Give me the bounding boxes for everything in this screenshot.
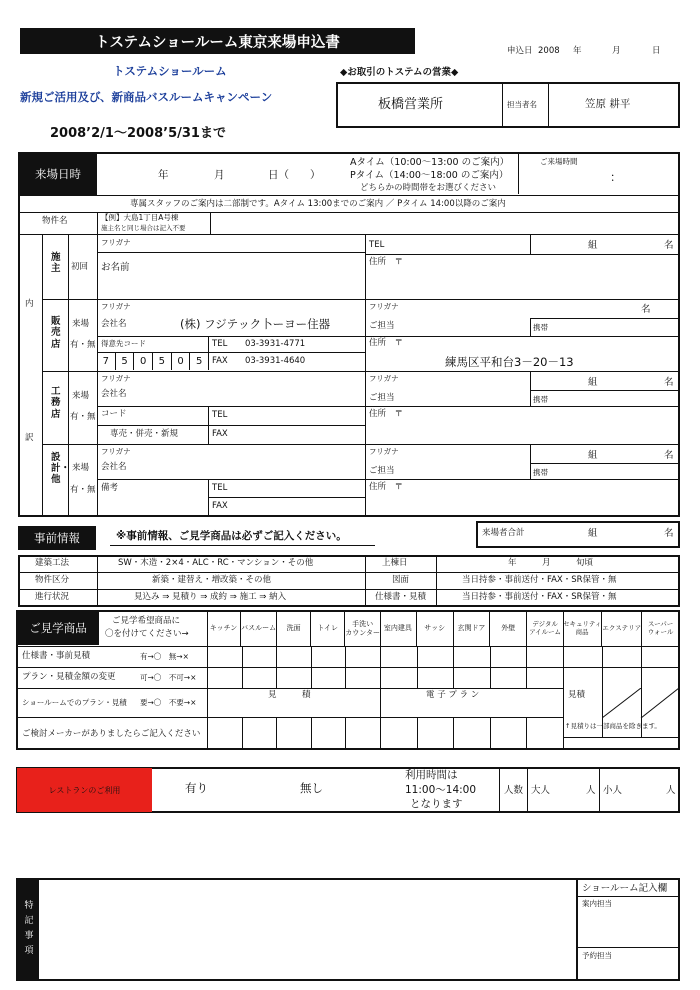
product-col-hand-wash: 手洗い カウンター bbox=[345, 620, 381, 637]
product-headers-group1 bbox=[207, 611, 380, 646]
contractor-mobile: 携帯 bbox=[533, 395, 548, 404]
contractor-contact-furigana: フリガナ bbox=[369, 374, 399, 383]
owner-furigana: フリガナ bbox=[101, 238, 131, 247]
advance-row-value: 見込み ⇒ 見積り ⇒ 成約 ⇒ 施工 ⇒ 納入 bbox=[134, 592, 287, 602]
restaurant-adult-unit: 人 bbox=[586, 785, 596, 796]
contractor-tel-label: TEL bbox=[212, 410, 228, 420]
guide-label: 案内担当 bbox=[582, 899, 612, 908]
p-time: Pタイム（14:00～18:00 のご案内） bbox=[350, 170, 509, 181]
designer-visit: 来場 bbox=[72, 463, 90, 473]
visitors-kumi: 組 bbox=[588, 528, 598, 539]
designer-furigana: フリガナ bbox=[101, 447, 131, 456]
products-row-label: プラン・見積金額の変更 bbox=[22, 672, 116, 682]
advance-row-value2: 当日持参・事前送付・FAX・SR保管・無 bbox=[462, 592, 617, 602]
visit-month: 月 bbox=[214, 169, 225, 181]
advance-note: ※事前情報、ご見学商品は必ずご記入ください。 bbox=[116, 530, 347, 542]
contractor-fax-label: FAX bbox=[212, 429, 228, 439]
notes-box bbox=[16, 878, 680, 981]
contractor-contact-label: ご担当 bbox=[369, 393, 395, 403]
form-title: トステムショールーム東京来場申込書 bbox=[20, 28, 415, 54]
advance-label: 事前情報 bbox=[18, 526, 96, 550]
products-estimate-label2: 見積 bbox=[568, 690, 586, 700]
owner-tel: TEL bbox=[369, 240, 385, 250]
contractor-kumi: 組 bbox=[588, 377, 598, 388]
diagonal-line bbox=[641, 688, 679, 718]
code-digit: 0 bbox=[134, 353, 153, 370]
advance-row-label2: 上棟日 bbox=[382, 558, 408, 568]
dealer-fax-label: FAX bbox=[212, 356, 228, 366]
designer-kumi: 組 bbox=[588, 450, 598, 461]
dealer-address: 練馬区平和台3－20－13 bbox=[445, 355, 574, 369]
advance-row-label: 進行状況 bbox=[35, 592, 70, 602]
products-row-label: ショールームでのプラン・見積 bbox=[22, 698, 127, 707]
application-year: 2008 bbox=[538, 46, 560, 56]
owner-first: 初回 bbox=[71, 262, 89, 272]
dealer-company-label: 会社名 bbox=[101, 319, 127, 329]
product-col-super-wall: スーパー ウォール bbox=[647, 619, 674, 636]
code-digit: 0 bbox=[172, 353, 191, 370]
designer-address-label: 住所 〒 bbox=[369, 482, 404, 492]
designer-fax-label: FAX bbox=[212, 501, 228, 511]
dealer-label: 販売店 bbox=[51, 316, 61, 350]
breakdown-label-top: 内 bbox=[25, 299, 34, 309]
contractor-visit: 来場 bbox=[72, 391, 90, 401]
code-digit: 5 bbox=[153, 353, 172, 370]
contractor-company-label: 会社名 bbox=[101, 389, 127, 399]
application-date-label: 申込日 bbox=[507, 46, 533, 56]
diagonal-line bbox=[602, 688, 641, 718]
products-row-label: 仕様書・事前見積 bbox=[22, 651, 91, 661]
dealer-visit: 来場 bbox=[72, 319, 90, 329]
visit-day: 日（ ） bbox=[268, 169, 321, 181]
dealer-fax: 03-3931-4640 bbox=[245, 356, 306, 366]
restaurant-hours: 11:00～14:00 bbox=[405, 784, 477, 796]
product-col-kitchen: キッチン bbox=[207, 611, 241, 646]
designer-yes-no: 有・無 bbox=[70, 485, 96, 495]
designer-label: 設計・他 bbox=[51, 452, 71, 485]
reservation-label: 予約担当 bbox=[582, 951, 612, 960]
products-row-value: 可→〇 不可→× bbox=[140, 673, 197, 682]
breakdown-label-bottom: 訳 bbox=[25, 433, 34, 443]
restaurant-no: 無し bbox=[300, 781, 323, 795]
product-col-entrance-door: 玄関ドア bbox=[454, 611, 491, 646]
code-digit: 7 bbox=[97, 353, 116, 370]
visit-label: 来場日時 bbox=[19, 153, 97, 195]
products-estimate-note: ↑見積りは一部商品を除きます。 bbox=[565, 722, 661, 730]
visitors-mei: 名 bbox=[664, 528, 674, 539]
advance-row-value: SW・木造・2×4・ALC・RC・マンション・その他 bbox=[118, 558, 314, 568]
contractor-mei: 名 bbox=[664, 377, 674, 388]
dealer-furigana: フリガナ bbox=[101, 302, 131, 311]
dealer-tel-label: TEL bbox=[212, 339, 228, 349]
advance-row-label2: 仕様書・見積 bbox=[375, 592, 427, 602]
person-label: 担当者名 bbox=[507, 100, 537, 109]
restaurant-hours-suffix: となります bbox=[410, 798, 463, 810]
campaign-period: 2008’2/1～2008’5/31まで bbox=[50, 126, 226, 141]
arrival-label: ご来場時間 bbox=[540, 157, 578, 166]
designer-contact-furigana: フリガナ bbox=[369, 447, 399, 456]
property-example: 【例】大島1丁目A号棟 bbox=[101, 213, 179, 222]
visit-year: 年 bbox=[158, 169, 169, 181]
month-unit: 月 bbox=[612, 46, 621, 56]
notes-label: 特記事項 bbox=[22, 899, 33, 960]
dealer-tel: 03-3931-4771 bbox=[245, 339, 306, 349]
products-label: ご見学商品 bbox=[17, 611, 99, 645]
dealer-contact-label: ご担当 bbox=[369, 321, 395, 331]
campaign-line2: 新規ご活用及び、新商品バスルームキャンペーン bbox=[20, 90, 273, 104]
restaurant-child-label: 小人 bbox=[603, 785, 623, 796]
dealer-mobile: 携帯 bbox=[533, 323, 548, 332]
restaurant-people-label: 人数 bbox=[504, 785, 524, 796]
products-row-value: 要→〇 不要→× bbox=[140, 698, 197, 707]
designer-remarks-label: 備考 bbox=[101, 483, 119, 493]
showroom-box-label: ショールーム記入欄 bbox=[582, 883, 668, 894]
products-row-value: 有→〇 無→× bbox=[140, 652, 189, 661]
product-col-exterior-wall: 外壁 bbox=[490, 611, 527, 646]
advance-row-label: 建築工法 bbox=[35, 558, 70, 568]
campaign-line1: トステムショールーム bbox=[113, 64, 227, 78]
contractor-options: 専売・併売・新規 bbox=[110, 429, 179, 439]
visitors-total-label: 来場者合計 bbox=[482, 528, 525, 538]
restaurant-yes: 有り bbox=[185, 781, 208, 795]
product-col-bathroom: バスルーム bbox=[241, 611, 277, 646]
code-digit: 5 bbox=[116, 353, 135, 370]
property-label: 物件名 bbox=[42, 216, 68, 226]
contractor-furigana: フリガナ bbox=[101, 374, 131, 383]
sales-office-name: 板橋営業所 bbox=[378, 97, 444, 112]
product-col-washroom: 洗面 bbox=[277, 611, 311, 646]
advance-row-value2: 当日持参・事前送付・FAX・SR保管・無 bbox=[462, 575, 617, 585]
notes-label-bar bbox=[17, 879, 39, 980]
sales-office-header: ◆お取引のトステムの営業◆ bbox=[340, 67, 459, 78]
product-col-interior-door: 室内建具 bbox=[380, 611, 417, 646]
owner-label: 施主 bbox=[51, 252, 61, 275]
dealer-contact-furigana: フリガナ bbox=[369, 302, 399, 311]
designer-contact-label: ご担当 bbox=[369, 466, 395, 476]
designer-company-label: 会社名 bbox=[101, 462, 127, 472]
arrival-colon: ： bbox=[610, 170, 622, 184]
product-headers-group3 bbox=[563, 611, 679, 646]
dealer-address-label: 住所 〒 bbox=[369, 338, 404, 348]
product-headers-group2 bbox=[380, 611, 563, 646]
product-col-exterior: エクステリア bbox=[602, 611, 642, 646]
designer-mobile: 携帯 bbox=[533, 468, 548, 477]
products-instruction2: 〇を付けてください→ bbox=[105, 629, 189, 639]
products-instruction1: ご見学希望商品に bbox=[112, 616, 181, 626]
restaurant-child-unit: 人 bbox=[666, 785, 676, 796]
owner-address: 住所 〒 bbox=[369, 257, 404, 267]
dealer-company: (株) フジテック卜ーヨー住器 bbox=[180, 317, 331, 331]
estimate-diagonals bbox=[602, 688, 679, 718]
customer-code-digits bbox=[97, 353, 208, 370]
a-time: Aタイム（10:00～13:00 のご案内） bbox=[350, 157, 510, 168]
products-estimate-label: 見 積 bbox=[268, 690, 311, 700]
property-example-note: 施主名と同じ場合は記入不要 bbox=[101, 224, 186, 232]
products-plan-label: 電 子 プ ラ ン bbox=[426, 690, 480, 700]
advance-row-value: 新築・建替え・増改築・その他 bbox=[152, 575, 272, 585]
contractor-code-label: コード bbox=[101, 409, 127, 419]
restaurant-label: レストランのご利用 bbox=[17, 768, 152, 812]
day-unit: 日 bbox=[652, 46, 661, 56]
code-digit: 5 bbox=[196, 356, 203, 367]
owner-kumi: 組 bbox=[588, 240, 598, 251]
owner-name-label: お名前 bbox=[101, 262, 130, 273]
advance-row-value2: 年 月 旬頃 bbox=[508, 558, 594, 568]
product-col-toilet: トイレ bbox=[311, 611, 345, 646]
product-col-security: セキュリティ 商品 bbox=[563, 611, 602, 646]
dealer-yes-no: 有・無 bbox=[70, 340, 96, 350]
person-name: 笠原 耕平 bbox=[585, 98, 631, 110]
product-col-digital-room: デジタル アイルーム bbox=[529, 619, 562, 636]
year-unit: 年 bbox=[573, 46, 582, 56]
designer-mei: 名 bbox=[664, 450, 674, 461]
staff-note: 専属スタッフのご案内は二部制です。Aタイム 13:00までのご案内 ／ Pタイム 14:00以降のご案内 bbox=[130, 199, 506, 209]
contractor-address-label: 住所 〒 bbox=[369, 409, 404, 419]
restaurant-hours-label: 利用時間は bbox=[405, 769, 458, 781]
manufacturer-note: ご検討メーカーがありましたらご記入ください bbox=[22, 729, 201, 739]
restaurant-adult-label: 大人 bbox=[531, 785, 551, 796]
advance-row-label: 物件区分 bbox=[35, 575, 70, 585]
time-choose-note: どちらかの時間帯をお選びください bbox=[360, 183, 497, 193]
product-col-sash: サッシ bbox=[417, 611, 454, 646]
contractor-yes-no: 有・無 bbox=[70, 412, 96, 422]
dealer-mei: 名 bbox=[641, 304, 651, 315]
customer-code-label: 得意先コード bbox=[101, 339, 146, 348]
designer-tel-label: TEL bbox=[212, 483, 228, 493]
contractor-label: 工務店 bbox=[51, 386, 61, 420]
owner-mei: 名 bbox=[664, 240, 674, 251]
advance-row-label2: 図面 bbox=[392, 575, 410, 585]
